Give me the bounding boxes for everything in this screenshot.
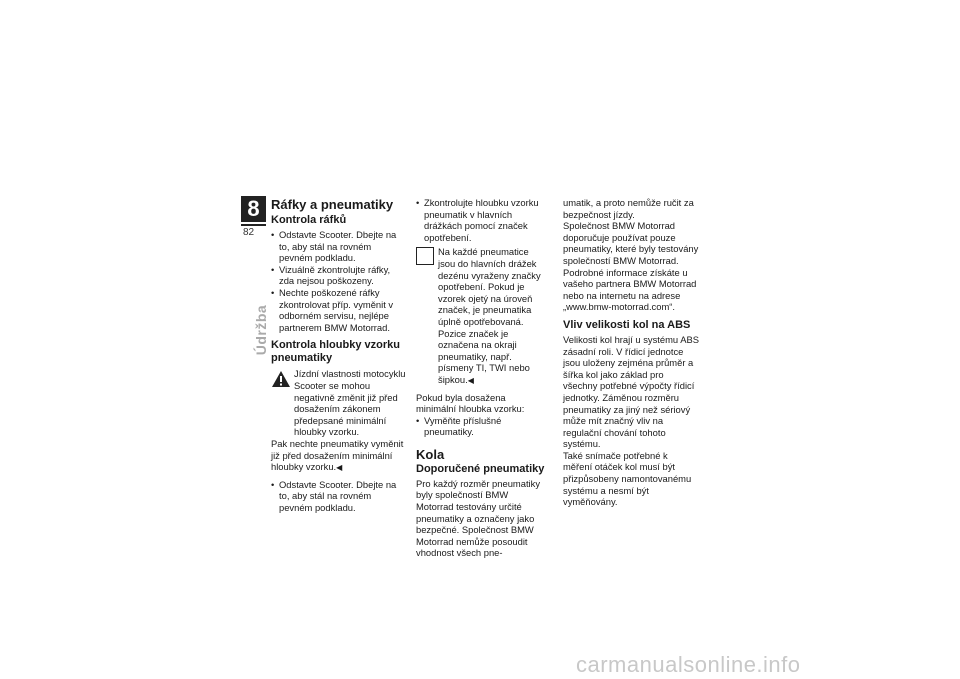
- continued-text: umatik, a proto nemůže ručit za bezpečnost jízdy.: [563, 197, 694, 220]
- list-item: • Zkontrolujte hloubku vzorku pneumatik v hlavních drážkách pomocí značek opotřebení.: [416, 197, 548, 243]
- column-1: [271, 197, 407, 513]
- sensor-text: Také snímače potřebné k měření otáček kol musí být přizpůsobeny namontovanému systému a nesmí být vyměňovány.: [563, 449, 692, 508]
- tread-check-list: [271, 479, 407, 514]
- rims-check-list: [271, 229, 407, 333]
- section-title: Ráfky a pneumatiky: [271, 197, 394, 212]
- list-item: • Odstavte Scooter. Dbejte na to, aby stál na rovném pevném podkladu.: [271, 479, 407, 514]
- warning-icon: [271, 370, 291, 388]
- list-item: • Nechte poškozené ráfky zkontrolovat příp. vyměnit v odborném servisu, nejlépe partnerem BMW Motorrad.: [271, 287, 407, 333]
- warning-block: [271, 368, 407, 438]
- note-icon: [416, 247, 434, 265]
- page-number: 82: [243, 227, 255, 238]
- list-item: • Vizuálně zkontrolujte ráfky, zda nejsou poškozeny.: [271, 264, 407, 287]
- bmw-recommend-text: Společnost BMW Motorrad doporučuje používat pouze pneumatiky, které byly testovány společností BMW Motorrad.: [563, 220, 699, 266]
- heading-recommended-tyres: Doporučené pneumatiky: [416, 462, 545, 475]
- heading-rims-check: Kontrola ráfků: [271, 214, 347, 226]
- watermark: carmanualsonline.info: [576, 652, 801, 677]
- column-2: [416, 197, 548, 559]
- list-item: • Vyměňte příslušné pneumatiky.: [416, 415, 548, 438]
- wheel-size-text: Velikosti kol hrají u systému ABS zásadní roli. V řídicí jednotce jsou uloženy zejména průměr a šířka kol jako základ pro všechny potřebné výpočty řídicí jednotky. Záměnou rozměru pneumatiky za jiný než sériový může mít značný vliv na regulační chování tohoto systému.: [563, 333, 699, 450]
- replace-list: [416, 415, 548, 438]
- chapter-side-label: Údržba: [253, 304, 269, 356]
- list-item: • Odstavte Scooter. Dbejte na to, aby stál na rovném pevném podkladu.: [271, 229, 407, 264]
- warning-text: Jízdní vlastnosti motocyklu Scooter se mohou negativně změnit již před dosažením zákonem předepsané minimální hloubky vzorku.: [294, 368, 406, 438]
- advice-text: Pak nechte pneumatiky vyměnit již před dosažením minimální hloubky vzorku. ◀: [271, 438, 407, 474]
- column-3: [563, 197, 699, 508]
- note-block: [416, 246, 548, 386]
- note-text: Na každé pneumatice jsou do hlavních drážek dezénu vyraženy značky opotřebení. Pokud je vzorek ojetý na úroveň značek, je pneumatika úplně opotřebovaná. Pozice značek je označena na okraji pneumatiky, např. písmeny TI, TWI nebo šipkou. ◀: [438, 246, 548, 386]
- chapter-number: 8: [241, 196, 266, 222]
- info-text: Podrobné informace získáte u vašeho partnera BMW Motorrad nebo na internetu na adrese „www.bmw-motorrad.com“.: [563, 266, 697, 313]
- recommended-text: Pro každý rozměr pneumatiky byly společností BMW Motorrad testovány určité pneumatiky a označeny jako bezpečné. Společnost BMW Motorrad nemůže posoudit vhodnost všech pne-: [416, 477, 541, 559]
- min-depth-text: Pokud byla dosažena minimální hloubka vzorku:: [416, 391, 525, 415]
- heading-tread-check: Kontrola hloubky vzorku pneumatiky: [271, 339, 400, 365]
- chapter-divider: [241, 224, 266, 226]
- heading-wheels: Kola: [416, 446, 445, 462]
- tread-measure-list: [416, 197, 548, 243]
- heading-wheel-size-abs: Vliv velikosti kol na ABS: [563, 318, 691, 331]
